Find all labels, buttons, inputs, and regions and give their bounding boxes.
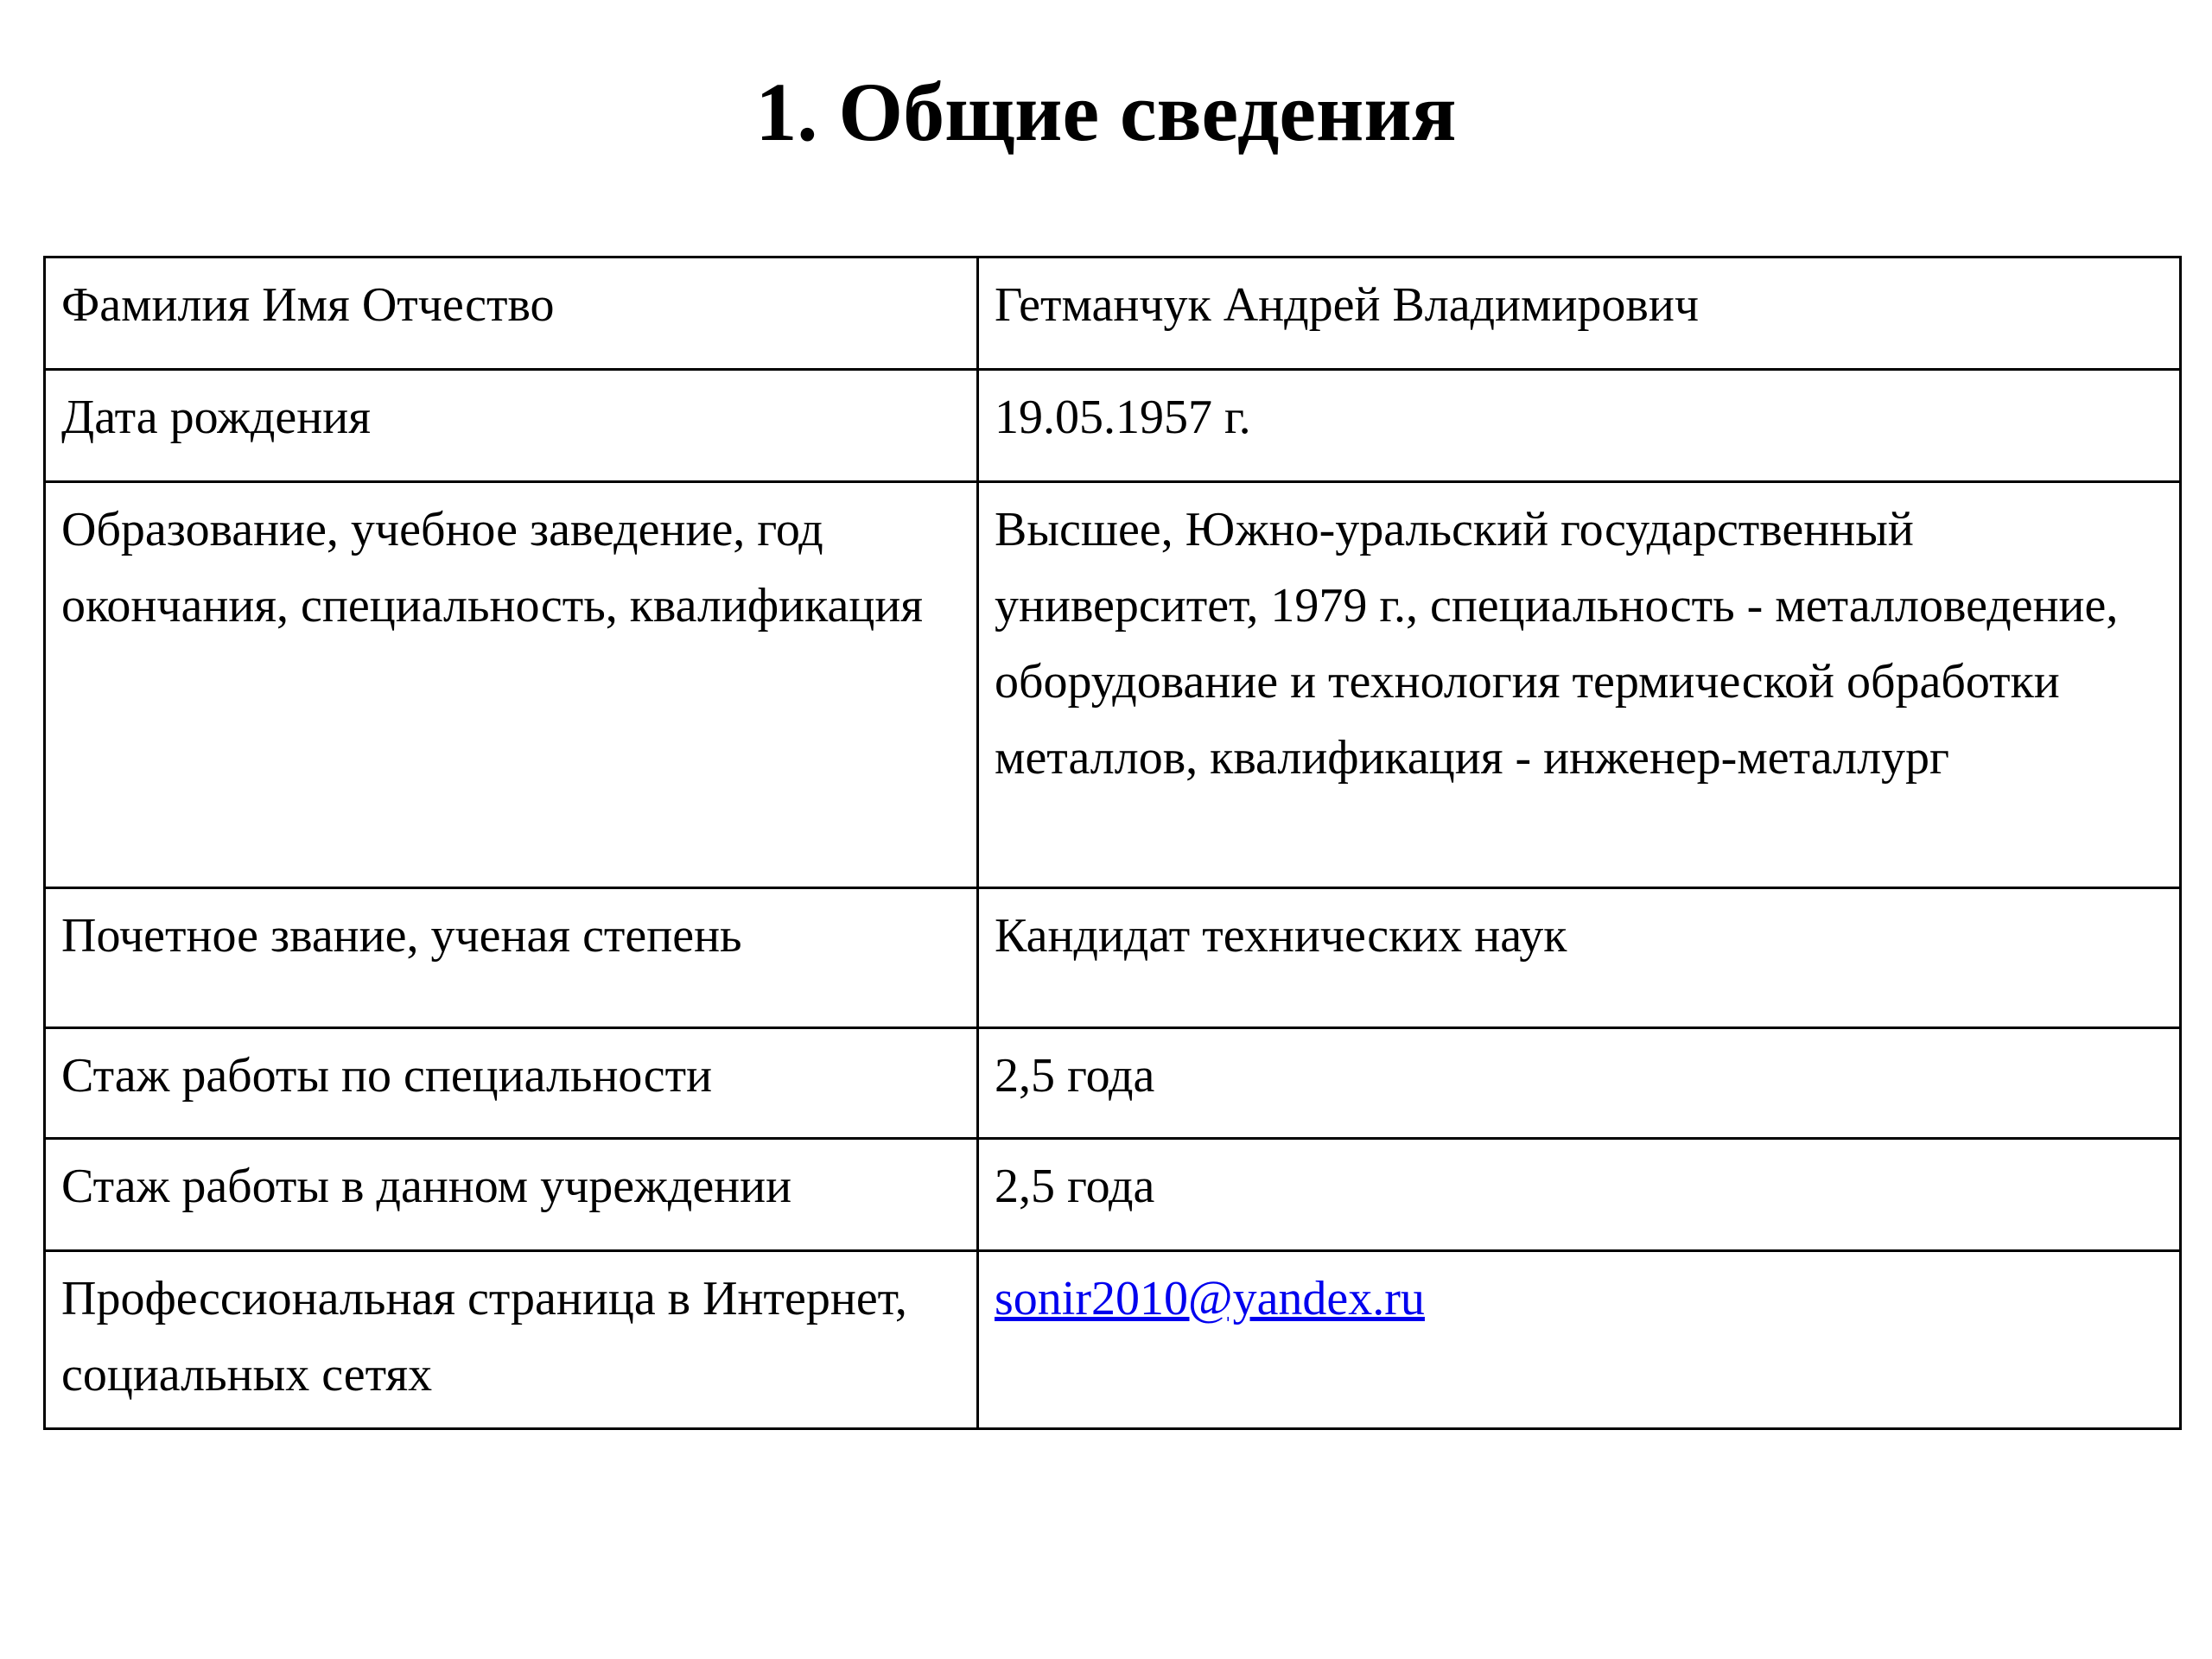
row-label: Почетное звание, ученая степень bbox=[45, 888, 978, 1028]
row-value bbox=[978, 1251, 2181, 1429]
table-row-web-page bbox=[45, 1251, 2181, 1429]
table-row-degree bbox=[45, 888, 2181, 1028]
row-value: 2,5 года bbox=[978, 1139, 2181, 1251]
table-row-institution-experience bbox=[45, 1139, 2181, 1251]
row-label: Фамилия Имя Отчество bbox=[45, 257, 978, 370]
info-table bbox=[43, 256, 2182, 1430]
table-row-education bbox=[45, 482, 2181, 888]
row-label: Профессиональная страница в Интернет, социальных сетях bbox=[45, 1251, 978, 1429]
row-value: Кандидат технических наук bbox=[978, 888, 2181, 1028]
email-link[interactable]: sonir2010@yandex.ru bbox=[995, 1272, 1425, 1325]
table-row-full-name bbox=[45, 257, 2181, 370]
table-row-birth-date bbox=[45, 370, 2181, 482]
page-title: 1. Общие сведения bbox=[755, 66, 1457, 158]
row-label: Стаж работы по специальности bbox=[45, 1028, 978, 1139]
row-value: Гетманчук Андрей Владимирович bbox=[978, 257, 2181, 370]
row-value: Высшее, Южно-уральский государственный университет, 1979 г., специальность - металловедение, оборудование и технология термической обработки металлов, квалификация - инженер-металлург bbox=[978, 482, 2181, 888]
row-label: Стаж работы в данном учреждении bbox=[45, 1139, 978, 1251]
table-row-specialty-experience bbox=[45, 1028, 2181, 1139]
row-value: 2,5 года bbox=[978, 1028, 2181, 1139]
row-label: Дата рождения bbox=[45, 370, 978, 482]
row-label: Образование, учебное заведение, год окончания, специальность, квалификация bbox=[45, 482, 978, 888]
row-value: 19.05.1957 г. bbox=[978, 370, 2181, 482]
